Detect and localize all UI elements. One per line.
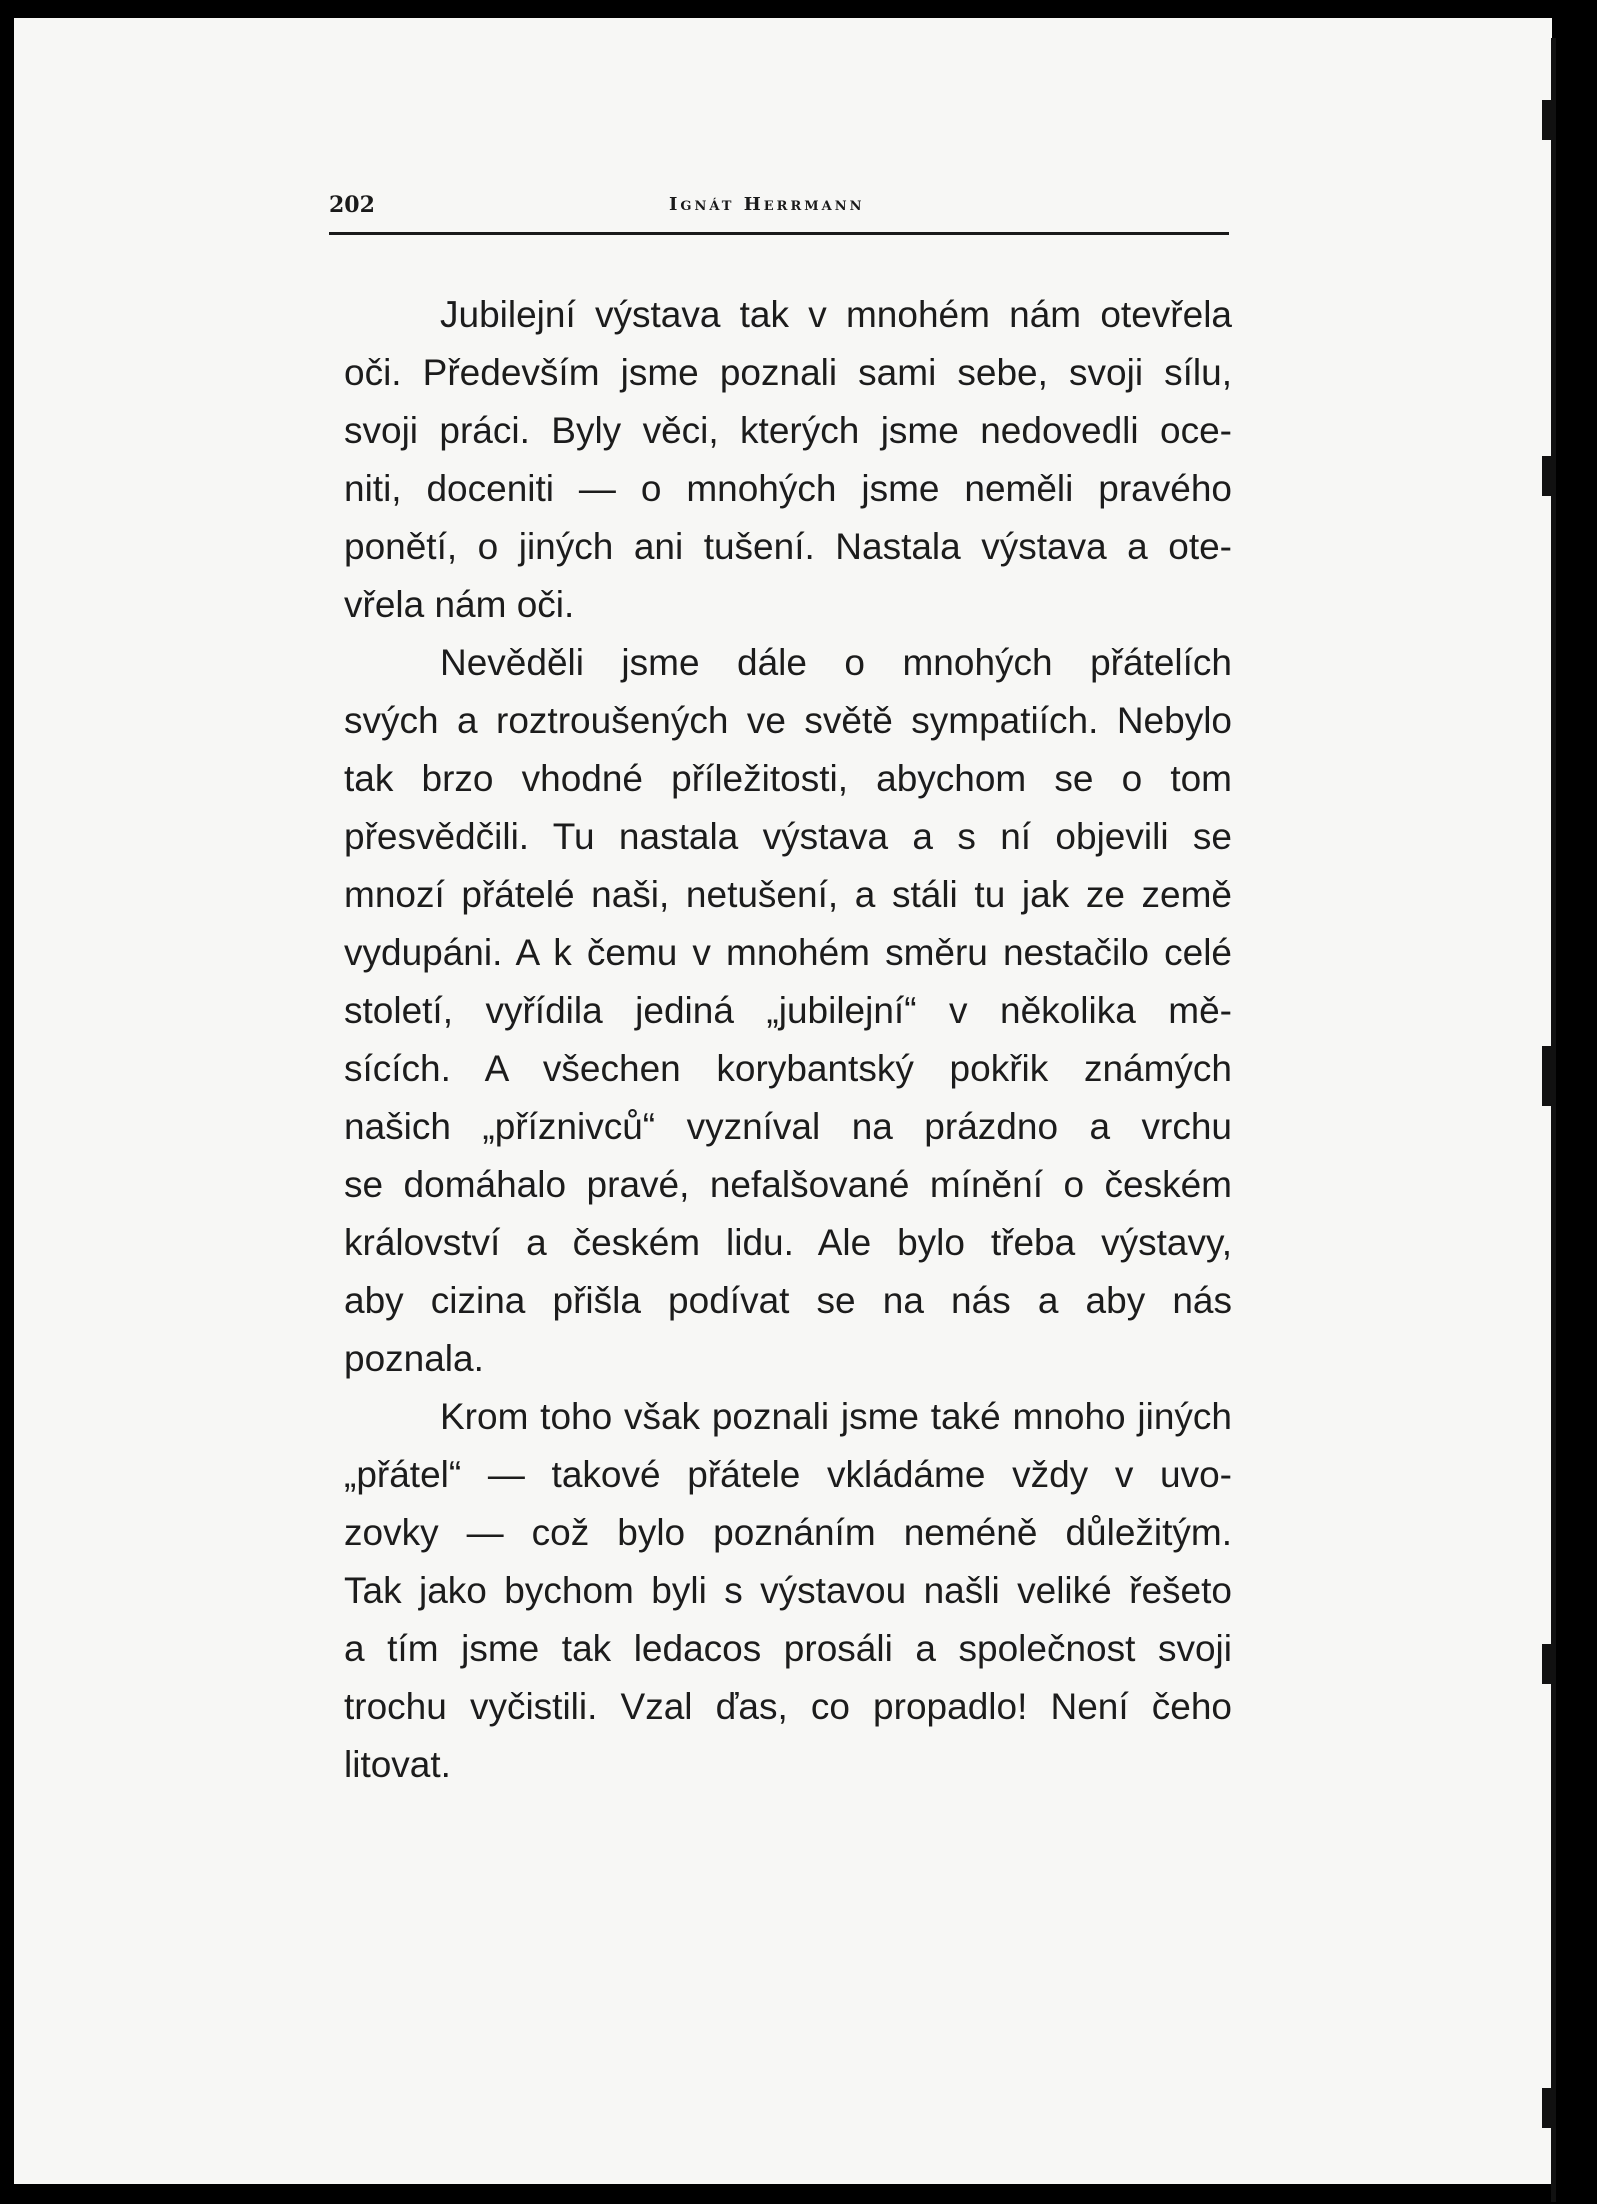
text-line: Nevěděli jsme dále o mnohých přátelích: [440, 642, 1232, 683]
edge-mark-5: [1542, 2088, 1556, 2128]
text-line: oči. Především jsme poznali sami sebe, svoji sílu,: [344, 352, 1232, 393]
text-line: svoji práci. Byly věci, kterých jsme nedovedli oce-: [344, 410, 1232, 451]
text-line: litovat.: [344, 1744, 451, 1785]
edge-mark-3: [1542, 1046, 1556, 1106]
text-line: Tak jako bychom byli s výstavou našli veliké řešeto: [344, 1570, 1232, 1611]
text-line: Jubilejní výstava tak v mnohém nám otevřela: [440, 294, 1232, 335]
paragraph-3: [344, 1388, 1232, 1794]
text-line: mnozí přátelé naši, netušení, a stáli tu jak ze země: [344, 874, 1232, 915]
page-edge-shadow: [1551, 38, 1556, 2202]
text-line: ponětí, o jiných ani tušení. Nastala výstava a ote-: [344, 526, 1232, 567]
text-line: svých a roztroušených ve světě sympatiích. Nebylo: [344, 700, 1232, 741]
text-line: aby cizina přišla podívat se na nás a aby nás: [344, 1280, 1232, 1321]
paragraph-1: [344, 286, 1232, 634]
page-header: [329, 192, 1229, 235]
text-line: trochu vyčistili. Vzal ďas, co propadlo! Není čeho: [344, 1686, 1232, 1727]
edge-mark-1: [1542, 100, 1556, 140]
body-text: [344, 286, 1232, 1794]
text-line: se domáhalo pravé, nefalšované mínění o českém: [344, 1164, 1232, 1205]
text-line: a tím jsme tak ledacos prosáli a společnost svoji: [344, 1628, 1232, 1669]
text-line: století, vyřídila jediná „jubilejní“ v několika mě-: [344, 990, 1232, 1031]
text-line: Krom toho však poznali jsme také mnoho jiných: [440, 1396, 1232, 1437]
text-line: sících. A všechen korybantský pokřik známých: [344, 1048, 1232, 1089]
text-line: „přátel“ — takové přátele vkládáme vždy v uvo-: [344, 1454, 1232, 1495]
text-line: království a českém lidu. Ale bylo třeba výstavy,: [344, 1222, 1232, 1263]
paragraph-2: [344, 634, 1232, 1388]
text-line: tak brzo vhodné příležitosti, abychom se o tom: [344, 758, 1232, 799]
edge-mark-4: [1542, 1644, 1556, 1684]
text-line: niti, doceniti — o mnohých jsme neměli pravého: [344, 468, 1232, 509]
text-line: vřela nám oči.: [344, 584, 575, 625]
running-title: Ignát Herrmann: [669, 194, 865, 215]
text-line: zovky — což bylo poznáním neméně důležitým.: [344, 1512, 1232, 1553]
page-number: 202: [329, 192, 375, 218]
text-line: poznala.: [344, 1338, 484, 1379]
text-line: našich „příznivců“ vyzníval na prázdno a vrchu: [344, 1106, 1232, 1147]
text-line: přesvědčili. Tu nastala výstava a s ní objevili se: [344, 816, 1232, 857]
text-line: vydupáni. A k čemu v mnohém směru nestačilo celé: [344, 932, 1232, 973]
edge-mark-2: [1542, 456, 1556, 496]
